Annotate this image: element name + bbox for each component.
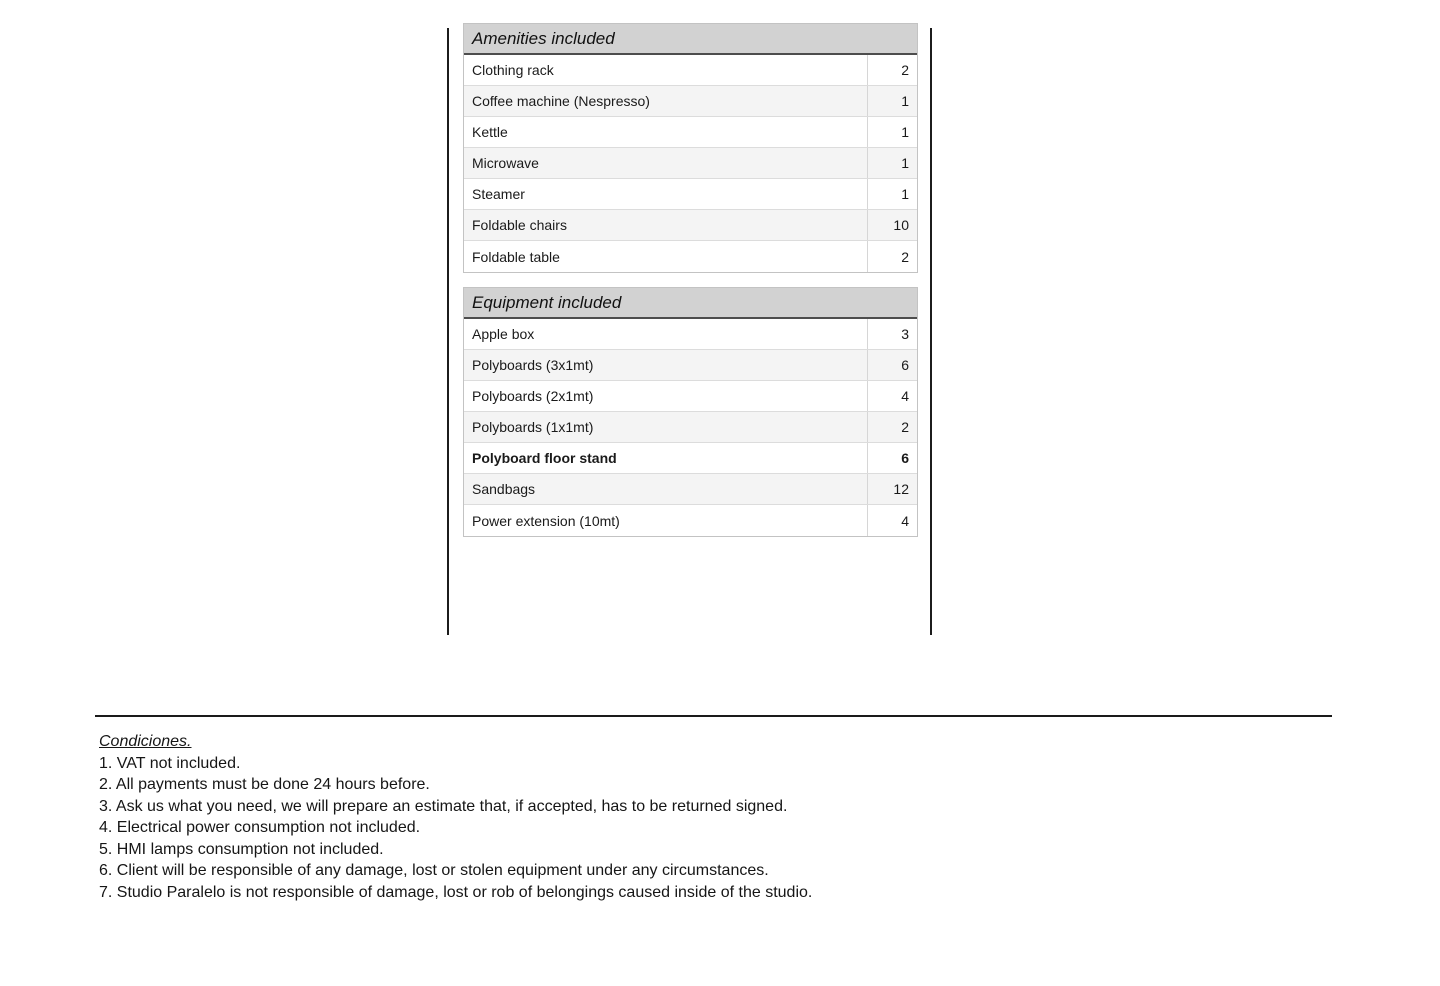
table-row <box>464 86 917 117</box>
item-label: Polyboards (2x1mt) <box>464 381 868 411</box>
item-label: Microwave <box>464 148 868 178</box>
item-label: Kettle <box>464 117 868 147</box>
item-label: Apple box <box>464 319 868 349</box>
item-label: Sandbags <box>464 474 868 504</box>
condition-item: 7. Studio Paralelo is not responsible of damage, lost or rob of belongings caused inside of the studio. <box>99 883 813 901</box>
table-row <box>464 117 917 148</box>
table-row <box>464 148 917 179</box>
item-label: Polyboards (3x1mt) <box>464 350 868 380</box>
item-quantity: 10 <box>893 217 909 233</box>
condition-item: 1. VAT not included. <box>99 754 241 772</box>
table-row <box>464 241 917 272</box>
item-label: Foldable chairs <box>464 210 868 240</box>
condition-item: 6. Client will be responsible of any damage, lost or stolen equipment under any circumstances. <box>99 862 769 879</box>
item-label: Foldable table <box>464 241 868 272</box>
table-row <box>464 55 917 86</box>
item-quantity: 1 <box>901 186 909 202</box>
item-label: Power extension (10mt) <box>464 505 868 536</box>
item-label: Steamer <box>464 179 868 209</box>
item-quantity: 3 <box>901 326 909 342</box>
item-quantity: 2 <box>901 419 909 435</box>
table-row <box>464 350 917 381</box>
equipment-table-header: Equipment included <box>464 288 917 319</box>
condition-item: 4. Electrical power consumption not included. <box>99 819 421 836</box>
conditions-title: Condiciones. <box>99 733 192 750</box>
item-quantity: 4 <box>901 388 909 404</box>
conditions-section <box>99 731 1199 903</box>
condition-item: 2. All payments must be done 24 hours before. <box>99 776 430 793</box>
condition-item: 5. HMI lamps consumption not included. <box>99 840 384 858</box>
table-row <box>464 210 917 241</box>
item-label: Clothing rack <box>464 55 868 85</box>
item-quantity: 6 <box>901 357 909 373</box>
amenities-table <box>463 23 918 273</box>
item-quantity: 12 <box>893 481 909 497</box>
item-quantity: 2 <box>901 248 909 265</box>
item-quantity: 2 <box>901 62 909 78</box>
table-row <box>464 381 917 412</box>
item-quantity: 6 <box>901 450 909 466</box>
item-quantity: 1 <box>901 93 909 109</box>
item-quantity: 4 <box>901 512 909 529</box>
right-column-rule <box>930 28 932 635</box>
left-column-rule <box>447 28 449 635</box>
table-row <box>464 443 917 474</box>
table-row <box>464 505 917 536</box>
included-tables <box>463 23 918 537</box>
conditions-list <box>99 753 1199 904</box>
condition-item: 3. Ask us what you need, we will prepare an estimate that, if accepted, has to be returned signed. <box>99 797 788 815</box>
table-row <box>464 179 917 210</box>
table-row <box>464 412 917 443</box>
equipment-table <box>463 287 918 537</box>
item-label: Coffee machine (Nespresso) <box>464 86 868 116</box>
item-label: Polyboard floor stand <box>464 443 868 473</box>
item-quantity: 1 <box>901 155 909 171</box>
table-row <box>464 319 917 350</box>
table-row <box>464 474 917 505</box>
item-label: Polyboards (1x1mt) <box>464 412 868 442</box>
amenities-table-header: Amenities included <box>464 24 917 55</box>
item-quantity: 1 <box>901 124 909 140</box>
footer-divider-rule <box>95 715 1332 717</box>
